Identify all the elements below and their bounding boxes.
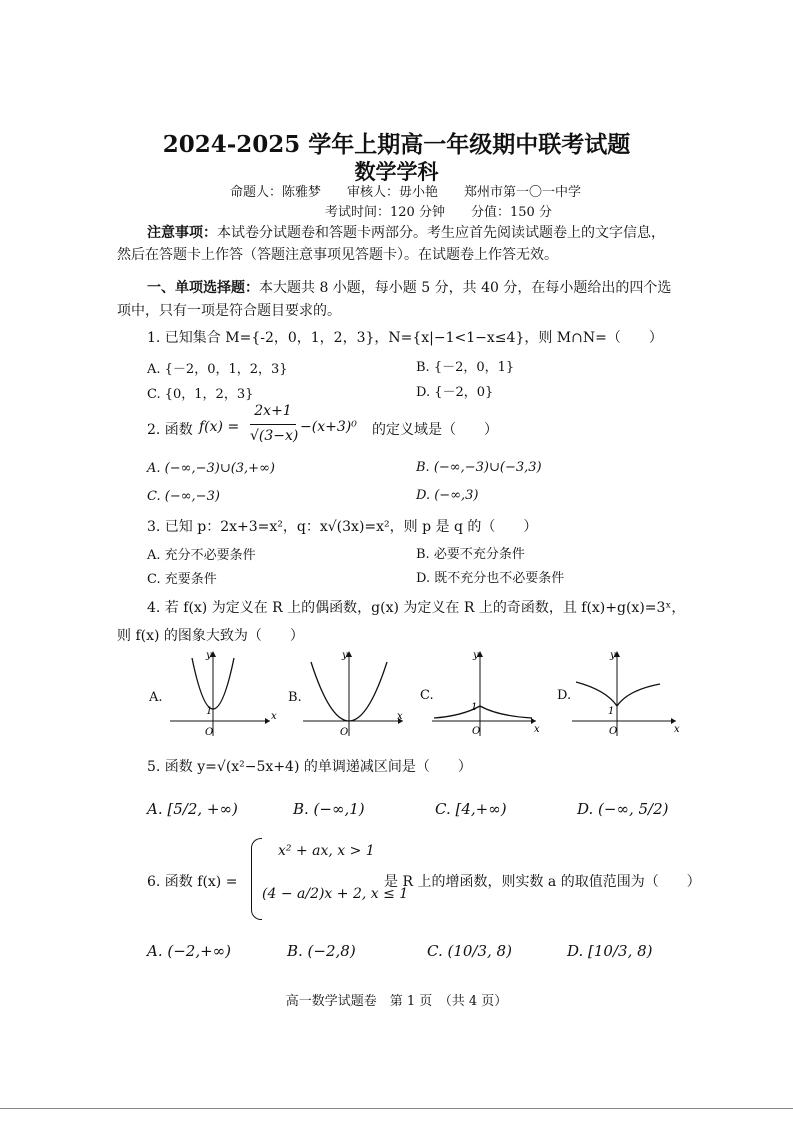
q1-option-c: C. {0，1，2，3} xyxy=(147,387,254,402)
q6-case1: x² + ax, x > 1 xyxy=(278,843,375,859)
q4-graph-c xyxy=(432,648,542,738)
q5-option-d: D. (−∞, 5/2) xyxy=(577,800,669,818)
y-label: y xyxy=(206,650,212,661)
q4-stem-line2: 则 f(x) 的图象大致为（ ） xyxy=(117,628,304,644)
q3-option-b: B. 必要不充分条件 xyxy=(416,547,525,562)
notice-label: 注意事项： xyxy=(147,225,217,241)
exam-title: 2024-2025 学年上期高一年级期中联考试题 xyxy=(162,131,631,158)
q3-stem: 3. 已知 p：2x+3=x²，q：x√(3x)=x²，则 p 是 q 的（ ） xyxy=(147,519,538,535)
q5-option-b: B. (−∞,1) xyxy=(293,800,365,818)
x-label: x xyxy=(397,711,403,722)
x-arrow xyxy=(265,718,270,724)
x-label: x xyxy=(674,724,680,735)
q1-option-d: D. {－2，0} xyxy=(416,385,494,400)
q6-option-c: C. (10/3, 8) xyxy=(427,942,512,960)
q2-option-c: C. (−∞,−3) xyxy=(147,489,220,504)
q4-graph-b xyxy=(303,648,408,738)
q2-tail: −(x+3)⁰ xyxy=(300,419,357,435)
origin-label: O xyxy=(472,726,481,737)
origin-label: O xyxy=(609,726,618,737)
q5-option-a: A. [5/2, +∞) xyxy=(147,800,238,818)
one-label: 1 xyxy=(608,706,615,717)
q1-option-a: A. {－2，0，1，2，3} xyxy=(147,362,288,377)
q6-option-d: D. [10/3, 8) xyxy=(567,942,653,960)
q6-brace xyxy=(251,838,262,920)
section1-line1 xyxy=(147,277,671,297)
curve-right xyxy=(480,706,532,718)
q6-option-a: A. (−2,+∞) xyxy=(147,942,232,960)
q2-option-d: D. (−∞,3) xyxy=(416,488,479,503)
exam-time-score: 考试时间：120 分钟 分值：150 分 xyxy=(325,205,552,220)
curve-left xyxy=(576,682,617,706)
q2-numerator: 2x+1 xyxy=(254,403,292,419)
q2-denominator: √(3−x) xyxy=(250,428,299,444)
q3-option-d: D. 既不充分也不必要条件 xyxy=(416,571,565,586)
q6-case2: (4 − a/2)x + 2, x ≤ 1 xyxy=(262,886,409,902)
q6-option-b: B. (−2,8) xyxy=(287,942,356,960)
curve-right xyxy=(617,684,660,706)
x-label: x xyxy=(534,724,540,735)
q5-stem: 5. 函数 y=√(x²−5x+4) 的单调递减区间是（ ） xyxy=(147,759,472,775)
section1-text1: 本大题共 8 小题，每小题 5 分，共 40 分，在每小题给出的四个选 xyxy=(259,280,672,296)
q4-graph-d xyxy=(572,648,682,738)
section1-line2: 项中，只有一项是符合题目要求的。 xyxy=(117,303,341,319)
section1-label: 一、单项选择题： xyxy=(147,280,259,296)
q2-suffix: 的定义域是（ ） xyxy=(372,422,498,438)
notice-text1: 本试卷分试题卷和答题卡两部分。考生应首先阅读试题卷上的文字信息， xyxy=(217,225,665,241)
q2-option-b: B. (−∞,−3)∪(−3,3) xyxy=(416,460,542,475)
page-footer: 高一数学试题卷 第 1 页 （共 4 页） xyxy=(285,994,508,1009)
q2-prefix: 2. 函数 xyxy=(147,422,193,438)
y-label: y xyxy=(610,650,616,661)
q2-fraction-bar xyxy=(250,424,296,425)
one-label: 1 xyxy=(206,706,213,717)
q1-option-b: B. {－2，0，1} xyxy=(416,360,515,375)
q4-option-b: B. xyxy=(288,690,302,705)
one-label: 1 xyxy=(471,702,478,713)
scan-edge-line xyxy=(0,1108,793,1109)
exam-authors: 命题人：陈雅梦 审核人：毋小艳 郑州市第一〇一中学 xyxy=(230,185,582,200)
q4-option-d: D. xyxy=(557,688,572,703)
notice-line1 xyxy=(147,222,665,242)
y-label: y xyxy=(342,650,348,661)
q4-option-a: A. xyxy=(149,690,163,705)
q5-option-c: C. [4,+∞) xyxy=(435,800,507,818)
q6-suffix: 是 R 上的增函数，则实数 a 的取值范围为（ ） xyxy=(384,874,701,890)
origin-label: O xyxy=(205,727,214,738)
q2-fx: f(x) = xyxy=(199,419,240,435)
notice-line2: 然后在答题卡上作答（答题注意事项见答题卡）。在试题卷上作答无效。 xyxy=(117,247,558,263)
q4-option-c: C. xyxy=(420,688,434,703)
q1-stem: 1. 已知集合 M={-2，0，1，2，3}，N={x|−1<1−x≤4}，则 M∩N=（ ） xyxy=(147,330,663,346)
q3-option-a: A. 充分不必要条件 xyxy=(147,548,256,563)
exam-subject: 数学学科 xyxy=(354,159,439,184)
origin-label: O xyxy=(340,727,349,738)
q2-option-a: A. (−∞,−3)∪(3,+∞) xyxy=(147,461,275,476)
x-label: x xyxy=(271,711,277,722)
y-label: y xyxy=(473,650,479,661)
q4-stem-line1: 4. 若 f(x) 为定义在 R 上的偶函数，g(x) 为定义在 R 上的奇函数，且 f(x)+g(x)=3ˣ， xyxy=(147,600,686,616)
q4-graph-a xyxy=(170,648,275,738)
q6-prefix: 6. 函数 f(x) = xyxy=(147,874,238,890)
q3-option-c: C. 充要条件 xyxy=(147,572,217,587)
